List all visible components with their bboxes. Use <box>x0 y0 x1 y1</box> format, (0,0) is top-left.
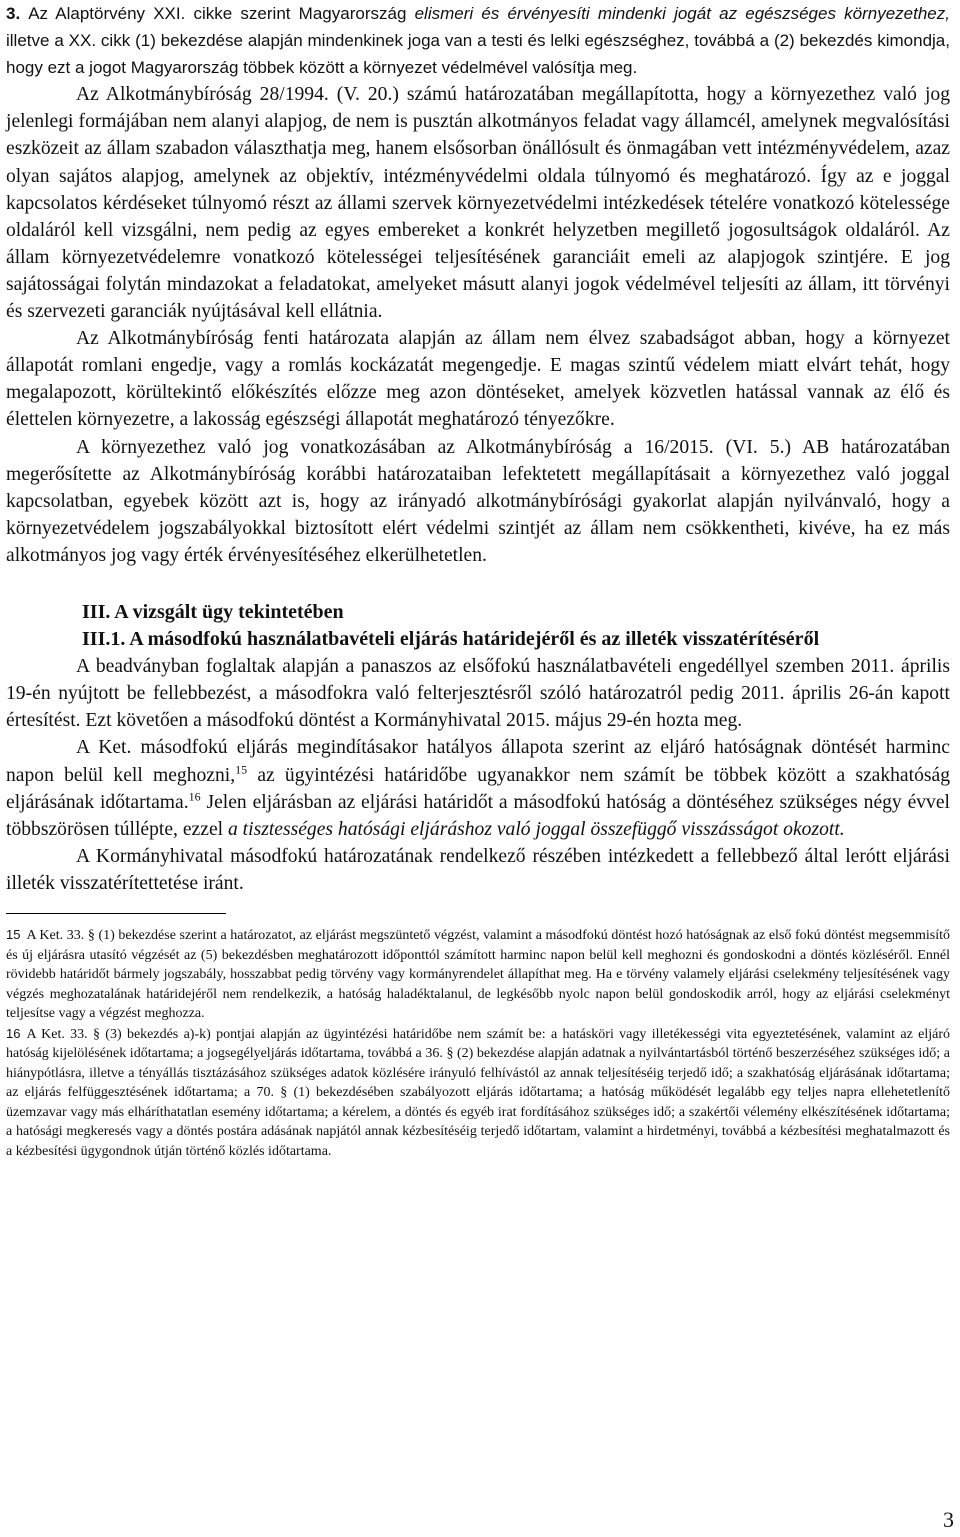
ket-part2: az ügyintézési határidőbe ugyanakkor nem számít be többek között a szakhatóság eljárásának időtartama. <box>6 764 950 813</box>
ket-part1: A Ket. másodfokú eljárás megindításakor hatályos állapota szerint az eljáró hatóságnak döntését harminc napon belül kell meghozni, <box>6 737 950 786</box>
paragraph-state-freedom: Az Alkotmánybíróság fenti határozata alapján az állam nem élvez szabadságot abban, hogy a környezet állapotát romlani engedje, vagy a romlás kockázatát megengedje. E magas szintű védelem miatt elvárt tehát, hogy megalapozott, körültekintő előkészítés előzze meg azon döntéseket, amelyek közvetlen hatással vannak az élő és élettelen környezetre, a lakosság egészségi állapotát meghatározó tényezőkre. <box>6 328 950 431</box>
section-number: 3. <box>6 4 21 23</box>
section-3-italic: elismeri és érvényesíti mindenki jogát az egészséges környezethez, <box>414 4 950 23</box>
section-3-rest: illetve a XX. cikk (1) bekezdése alapján mindenkinek joga van a testi és lelki egészséghez, továbbá a (2) bekezdés kimondja, hogy ezt a jogot Magyarország többek között a környezet védelmével valósítja meg. <box>6 31 950 78</box>
paragraph-constitutional-court: Az Alkotmánybíróság 28/1994. (V. 20.) számú határozatában megállapította, hogy a környezethez való jog jelenlegi formájában nem alanyi alapjog, de nem is pusztán alkotmányos feladat vagy államcél, amelynek megvalósítási eszközeit az állam szabadon választhatja meg, hanem elsősorban önállósult és önmagában vett intézményvédelem, azaz olyan sajátos alapjog, amelynek az objektív, intézményvédelmi oldala túlnyomó és meghatározó. Így az e joggal kapcsolatos kérdéseket túlnyomó részt az állami szervek környezetvédelmi intézkedések tételére vonatkozó kötelessége oldaláról kell vizsgálni, nem pedig az egyes embereket a konkrét helyzetben megillető jogosultságok oldaláról. Az állam környezetvédelemre vonatkozó kötelességei teljesítésének garanciáit emeli az alapjogok szintjére. E jog sajátosságai folytán mindazokat a feladatokat, amelyeket másutt alanyi jogok védelmével teljesíti az állam, itt törvényi és szervezeti garanciák nyújtásával kell ellátnia. <box>6 84 950 323</box>
document-page <box>6 0 950 1161</box>
footnote-separator-area <box>6 897 950 925</box>
section-heading-sub: III.1. A másodfokú használatbavételi eljárás határidejéről és az illeték visszatérítéséről <box>82 628 820 651</box>
footnote-ref-16[interactable]: 16 <box>188 789 201 804</box>
paragraph-decision-2015: A környezethez való jog vonatkozásában az Alkotmánybíróság a 16/2015. (VI. 5.) AB határozatában megerősítette az Alkotmánybíróság korábbi határozataiban lefektetett megállapításait a környezethez való joggal kapcsolatban, egyebek között azt is, hogy az irányadó alkotmánybírósági gyakorlat alapján nyilvánvaló, hogy a környezetvédelem jogszabályokkal biztosított elért védelmi szintjét az állam nem csökkentheti, kivéve, ha ez más alkotmányos jog vagy érték érvényesítéséhez elkerülhetetlen. <box>6 436 950 566</box>
footnote-16-number: 16 <box>6 1025 21 1041</box>
footnote-15-number: 15 <box>6 927 21 942</box>
footnote-15 <box>6 925 950 1024</box>
footnote-15-text: A Ket. 33. § (1) bekezdése szerint a határozatot, az eljárást megszüntető végzést, valamint a másodfokú döntést hozó hatóságnak az első fokú döntést megsemmisítő és új eljárásra utasító végzését az (5) bekezdésben meghatározott időponttól számított harminc napon belül kell meghozni és gondoskodni a döntés közléséről. Ennél rövidebb határidőt bármely jogszabály, hosszabbat pedig törvény vagy kormányrendelet állapíthat meg. Ha e törvény valamely eljárási cselekmény teljesítésének vagy végzés meghozatalának határidejéről nem rendelkezik, a hatóság haladéktalanul, de legkésőbb nyolc napon belül gondoskodik arról, hogy az eljárási cselekményt teljesítse vagy a végzést meghozza. <box>6 928 950 1021</box>
paragraph-ket <box>6 734 950 842</box>
footnote-separator <box>6 913 226 914</box>
paragraph-refund: A Kormányhivatal másodfokú határozatának rendelkező részében intézkedett a fellebbező által lerótt eljárási illeték visszatérítettetése iránt. <box>6 845 950 894</box>
section-3-lead: Az Alaptörvény XXI. cikke szerint Magyarország <box>28 4 407 23</box>
section-heading-main: III. A vizsgált ügy tekintetében <box>82 600 344 623</box>
section-3-paragraph <box>6 0 950 81</box>
footnote-16-text: A Ket. 33. § (3) bekezdés a)-k) pontjai alapján az ügyintézési határidőbe nem számít be: a hatásköri vagy illetékességi vita egyeztetésének, valamint az eljáró hatóság kijelölésének időtartama; a jogsegélyeljárás időtartama, továbbá a 36. § (2) bekezdése alapján adatnak a nyilvántartásból történő beszerzéséhez szükséges idő; a hiánypótlásra, illetve a tényállás tisztázásához szükséges adatok közlésére irányuló felhívástól az annak teljesítéséig terjedő idő; a szakhatóság eljárásának időtartama; az eljárás felfüggesztésének időtartama; a 70. § (1) bekezdésében szabályozott eljárás időtartama; a hatóság működését legalább egy teljes napra ellehetetlenítő üzemzavar vagy más elháríthatatlan esemény időtartama; a kérelem, a döntés és egyéb irat fordításához szükséges idő; a szakértői vélemény elkészítésének időtartama; a hatósági megkeresés vagy a döntés postára adásának napjától annak kézbesítéséig terjedő időtartam, valamint a hirdetményi, továbbá a kézbesítési meghatalmazott és a kézbesítési ügygondnok útján történő közlés időtartama. <box>6 1026 950 1159</box>
footnote-16 <box>6 1024 950 1162</box>
page-number: 3 <box>943 1507 954 1532</box>
ket-part3: Jelen eljárásban az eljárási határidőt a másodfokú hatóság a döntéséhez szükséges négy évvel többszörösen túllépte, ezzel <box>6 791 950 840</box>
ket-italic: a tisztességes hatósági eljáráshoz való joggal összefüggő visszásságot okozott. <box>227 818 845 840</box>
paragraph-facts: A beadványban foglaltak alapján a panaszos az elsőfokú használatbavételi engedéllyel szemben 2011. április 19-én nyújtott be fellebbezést, a másodfokra való felterjesztésről szóló határozatról pedig 2011. április 26-án kapott értesítést. Ezt követően a másodfokú döntést a Kormányhivatal 2015. május 29-én hozta meg. <box>6 656 950 732</box>
footnote-ref-15[interactable]: 15 <box>235 762 248 776</box>
